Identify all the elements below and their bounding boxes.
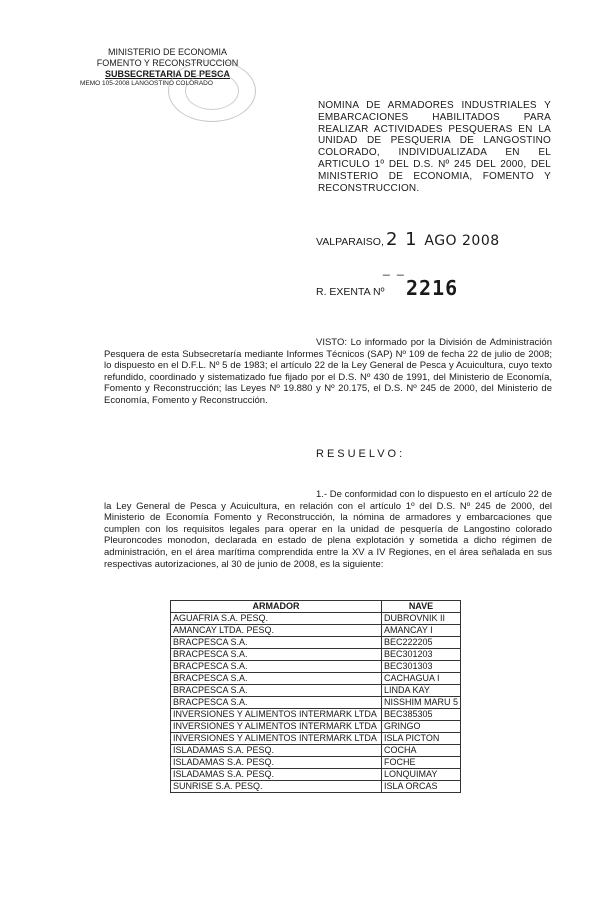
nave-cell: AMANCAY I <box>381 625 460 637</box>
nave-cell: COCHA <box>381 745 460 757</box>
armador-cell: INVERSIONES Y ALIMENTOS INTERMARK LTDA <box>171 733 382 745</box>
ministry-subtitle: FOMENTO Y RECONSTRUCCION <box>96 58 239 68</box>
table-body <box>171 613 461 793</box>
armador-cell: BRACPESCA S.A. <box>171 661 382 673</box>
table-row <box>171 613 461 625</box>
nave-cell: BEC301303 <box>381 661 460 673</box>
armador-cell: BRACPESCA S.A. <box>171 637 382 649</box>
undersecretariat-name: SUBSECRETARIA DE PESCA <box>104 69 230 79</box>
table-row <box>171 709 461 721</box>
nave-cell: ISLA ORCAS <box>381 781 460 793</box>
header-armador: ARMADOR <box>171 601 382 613</box>
resuelvo-heading: RESUELVO: <box>316 448 406 460</box>
table-row <box>171 649 461 661</box>
armador-cell: BRACPESCA S.A. <box>171 697 382 709</box>
document-title: NOMINA DE ARMADORES INDUSTRIALES Y EMBARCACIONES HABILITADOS PARA REALIZAR ACTIVIDADES PESQUERAS EN LA UNIDAD DE PESQUERIA DE LANGOSTINO COLORADO, INDIVIDUALIZADA EN EL ARTICULO 1º DEL D.S. Nº 245 DEL 2000, DEL MINISTERIO DE ECONOMIA, FOMENTO Y RECONSTRUCCION. <box>318 100 551 194</box>
nave-cell: DUBROVNIK II <box>381 613 460 625</box>
nave-cell: LONQUIMAY <box>381 769 460 781</box>
table-row <box>171 661 461 673</box>
header-nave: NAVE <box>381 601 460 613</box>
date-stamp <box>386 229 500 250</box>
table-row <box>171 625 461 637</box>
armador-cell: BRACPESCA S.A. <box>171 673 382 685</box>
nave-cell: CACHAGUA I <box>381 673 460 685</box>
table-row <box>171 745 461 757</box>
table-row <box>171 697 461 709</box>
article-1-paragraph: 1.- De conformidad con lo dispuesto en el artículo 22 de la Ley General de Pesca y Acuicultura, en relación con el artículo 1º del D.S. Nº 245 de 2000, del Ministerio de Economía Fomento y Reconstrucción, la nómina de armadores y embarcaciones que cumplen con los requisitos legales para operar en la unidad de pesquería de Langostino colorado Pleuroncodes monodon, declarada en estado de plena explotación y sometida a dicho régimen de administración, en el área marítima comprendida entre la XV a IV Regiones, en el área señalada en sus respectivas autorizaciones, al 30 de junio de 2008, es la siguiente: <box>104 489 552 570</box>
armador-cell: BRACPESCA S.A. <box>171 649 382 661</box>
armador-cell: BRACPESCA S.A. <box>171 685 382 697</box>
nave-cell: FOCHE <box>381 757 460 769</box>
exenta-number: 2216 <box>406 276 459 300</box>
dash-mark: _ _ <box>383 262 406 276</box>
armador-cell: ISLADAMAS S.A. PESQ. <box>171 769 382 781</box>
table-row <box>171 769 461 781</box>
armador-cell: INVERSIONES Y ALIMENTOS INTERMARK LTDA <box>171 709 382 721</box>
nave-cell: BEC301203 <box>381 649 460 661</box>
nave-cell: ISLA PICTON <box>381 733 460 745</box>
date-day: 2 1 <box>386 229 418 250</box>
table-row <box>171 757 461 769</box>
nave-cell: BEC222205 <box>381 637 460 649</box>
table-row <box>171 721 461 733</box>
nave-cell: NISSHIM MARU 5 <box>381 697 460 709</box>
place-label: VALPARAISO, <box>316 236 384 248</box>
ministry-name: MINISTERIO DE ECONOMIA <box>107 47 227 57</box>
visto-paragraph: VISTO: Lo informado por la División de Administración Pesquera de esta Subsecretaría mediante Informes Técnicos (SAP) Nº 109 de fecha 22 de julio de 2008; lo dispuesto en el D.F.L. Nº 5 de 1983; el artículo 22 de la Ley General de Pesca y Acuicultura, cuyo texto refundido, coordinado y sistematizado fue fijado por el D.S. Nº 430 de 1991, del Ministerio de Economía, Fomento y Reconstrucción; las Leyes Nº 19.880 y Nº 20.175, el D.S. Nº 245 de 2000, del Ministerio de Economía, Fomento y Reconstrucción. <box>104 337 552 406</box>
armador-cell: INVERSIONES Y ALIMENTOS INTERMARK LTDA <box>171 721 382 733</box>
armador-cell: ISLADAMAS S.A. PESQ. <box>171 745 382 757</box>
nave-cell: LINDA KAY <box>381 685 460 697</box>
armadores-table <box>170 600 461 793</box>
armador-cell: ISLADAMAS S.A. PESQ. <box>171 757 382 769</box>
armador-cell: AMANCAY LTDA. PESQ. <box>171 625 382 637</box>
table-row <box>171 685 461 697</box>
nave-cell: BEC385305 <box>381 709 460 721</box>
table-row <box>171 781 461 793</box>
table-row <box>171 673 461 685</box>
official-seal-inner-ring <box>185 72 239 110</box>
armador-cell: AGUAFRIA S.A. PESQ. <box>171 613 382 625</box>
table-header-row <box>171 601 461 613</box>
memo-reference: MEMO 105-2008 LANGOSTINO COLORADO <box>80 80 213 87</box>
table-row <box>171 637 461 649</box>
table-row <box>171 733 461 745</box>
nave-cell: GRINGO <box>381 721 460 733</box>
date-month-year: AGO 2008 <box>424 233 500 249</box>
armador-cell: SUNRISE S.A. PESQ. <box>171 781 382 793</box>
exenta-label: R. EXENTA Nº <box>316 286 385 298</box>
